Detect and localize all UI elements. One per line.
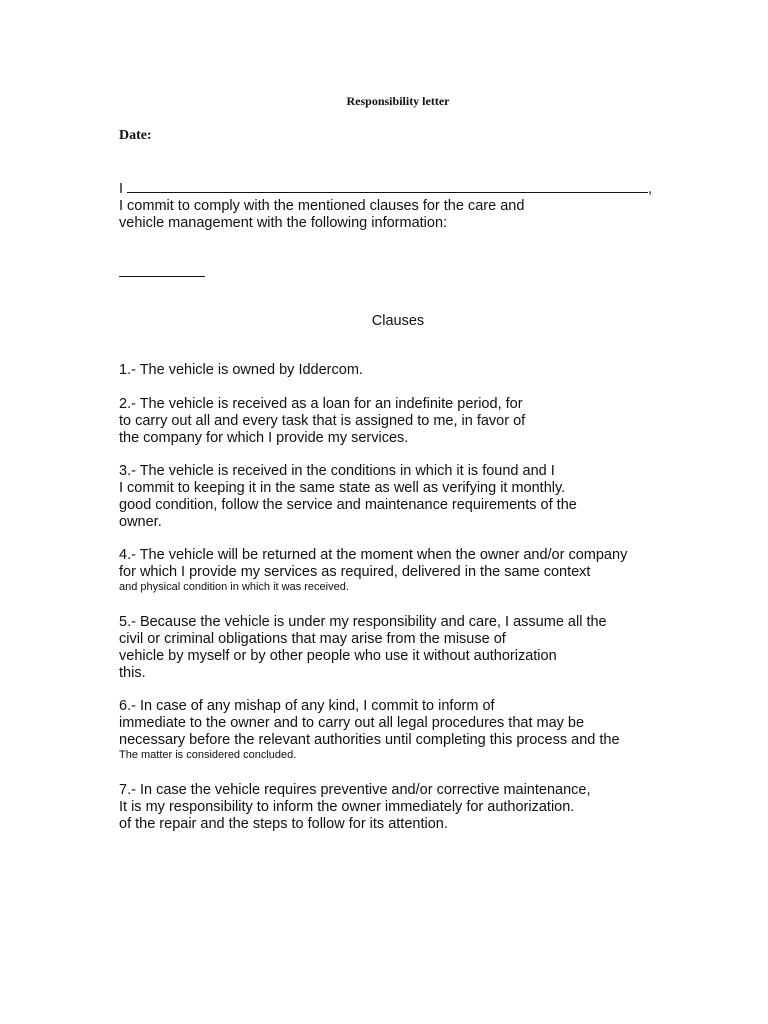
clause-line: necessary before the relevant authorities until completing this process and the (119, 732, 620, 748)
clause-line: to carry out all and every task that is assigned to me, in favor of (119, 413, 526, 429)
clause-line: 1.- The vehicle is owned by Iddercom. (119, 362, 363, 378)
clause-7 (119, 782, 699, 833)
clause-line: civil or criminal obligations that may arise from the misuse of (119, 631, 506, 647)
clause-6 (119, 698, 699, 762)
name-blank-line (127, 178, 648, 193)
clause-line: and physical condition in which it was received. (119, 581, 349, 593)
clause-4 (119, 547, 699, 594)
clause-line: It is my responsibility to inform the owner immediately for authorization. (119, 799, 575, 815)
intro-paragraph (119, 178, 679, 232)
clause-line: this. (119, 665, 146, 681)
letter-title: Responsibility letter (346, 94, 450, 108)
clause-line: The matter is considered concluded. (119, 749, 297, 761)
clause-2 (119, 396, 699, 447)
clause-line: 3.- The vehicle is received in the conditions in which it is found and I (119, 463, 555, 479)
short-blank-line (119, 276, 205, 277)
intro-line-2: I commit to comply with the mentioned clauses for the care and (119, 198, 525, 214)
date-label: Date: (119, 128, 152, 143)
clause-line: vehicle by myself or by other people who use it without authorization (119, 648, 557, 664)
clause-5 (119, 614, 699, 682)
clause-line: good condition, follow the service and maintenance requirements of the (119, 497, 577, 513)
intro-line-1 (119, 178, 679, 198)
clause-1 (119, 362, 699, 379)
clause-line: 6.- In case of any mishap of any kind, I commit to inform of (119, 698, 495, 714)
clause-line: 5.- Because the vehicle is under my responsibility and care, I assume all the (119, 614, 607, 630)
clause-line: 4.- The vehicle will be returned at the moment when the owner and/or company (119, 547, 628, 563)
clause-line: of the repair and the steps to follow for its attention. (119, 816, 448, 832)
clause-line: 7.- In case the vehicle requires preventive and/or corrective maintenance, (119, 782, 591, 798)
clause-3 (119, 463, 699, 531)
clause-line: for which I provide my services as required, delivered in the same context (119, 564, 591, 580)
clause-line: immediate to the owner and to carry out all legal procedures that may be (119, 715, 585, 731)
clause-line: 2.- The vehicle is received as a loan for an indefinite period, for (119, 396, 523, 412)
clause-line: the company for which I provide my services. (119, 430, 409, 446)
intro-prefix: I (119, 181, 124, 197)
clause-line: owner. (119, 514, 162, 530)
intro-suffix: , (648, 181, 653, 197)
clauses-heading: Clauses (371, 313, 425, 329)
clause-line: I commit to keeping it in the same state as well as verifying it monthly. (119, 480, 566, 496)
intro-line-3: vehicle management with the following information: (119, 215, 448, 231)
